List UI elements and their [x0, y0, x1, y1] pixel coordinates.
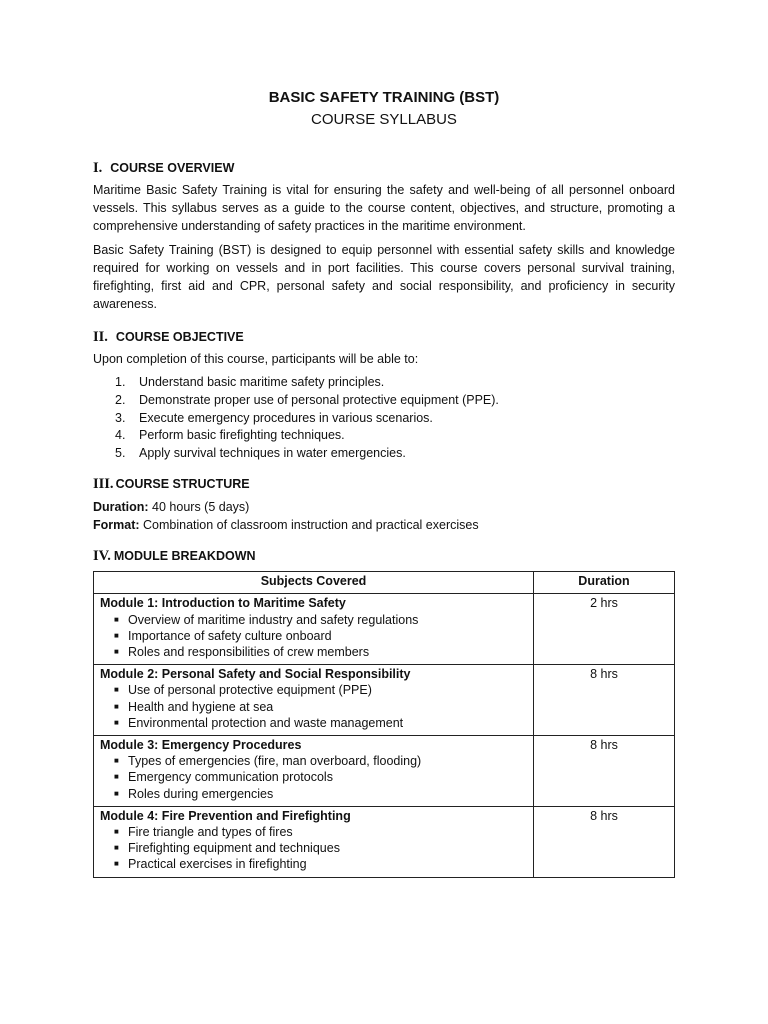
section-numeral: III.	[93, 476, 114, 493]
topic-text: Importance of safety culture onboard	[128, 628, 332, 643]
section-heading-objective	[93, 328, 675, 346]
duration-value: 40 hours (5 days)	[152, 500, 250, 515]
list-item-text: Demonstrate proper use of personal protective equipment (PPE).	[139, 392, 499, 407]
topic-text: Roles and responsibilities of crew members	[128, 644, 370, 659]
section-numeral: II.	[93, 328, 108, 345]
duration-cell: 8 hrs	[534, 735, 675, 806]
list-item	[115, 445, 675, 463]
table-row	[94, 735, 675, 806]
list-item	[115, 427, 675, 445]
list-item	[114, 715, 527, 731]
format-line	[93, 516, 675, 534]
list-item-number: 1.	[115, 375, 126, 390]
topic-text: Fire triangle and types of fires	[128, 824, 293, 839]
list-item-number: 2.	[115, 392, 126, 407]
duration-cell: 2 hrs	[534, 594, 675, 665]
list-item	[114, 644, 527, 660]
list-item	[115, 392, 675, 410]
square-bullet-icon: ■	[114, 859, 119, 869]
section-numeral: IV.	[93, 548, 111, 565]
section-heading-text: COURSE STRUCTURE	[115, 477, 250, 492]
list-item-number: 5.	[115, 445, 126, 460]
list-item	[114, 786, 527, 802]
column-header-subjects: Subjects Covered	[94, 572, 534, 594]
document-title: BASIC SAFETY TRAINING (BST)	[268, 89, 500, 106]
section-module-breakdown	[93, 547, 675, 877]
topic-text: Emergency communication protocols	[128, 770, 333, 785]
syllabus-page	[93, 88, 675, 878]
subjects-cell	[94, 735, 534, 806]
topic-list	[100, 753, 527, 802]
square-bullet-icon: ■	[114, 614, 119, 624]
list-item	[114, 699, 527, 715]
subjects-cell	[94, 665, 534, 736]
table-row	[94, 806, 675, 877]
format-label: Format:	[93, 518, 140, 533]
table-row	[94, 665, 675, 736]
topic-list	[100, 682, 527, 731]
list-item-number: 3.	[115, 410, 126, 425]
topic-text: Roles during emergencies	[128, 786, 274, 801]
table-row	[94, 594, 675, 665]
square-bullet-icon: ■	[114, 685, 119, 695]
duration-cell: 8 hrs	[534, 806, 675, 877]
module-title: Module 4: Fire Prevention and Firefighting	[100, 808, 351, 823]
list-item-text: Execute emergency procedures in various scenarios.	[139, 410, 433, 425]
section-course-overview	[93, 159, 675, 314]
table-header-row	[94, 572, 675, 594]
list-item	[114, 682, 527, 698]
square-bullet-icon: ■	[114, 756, 119, 766]
list-item-number: 4.	[115, 428, 126, 443]
topic-text: Overview of maritime industry and safety regulations	[128, 612, 419, 627]
duration-cell: 8 hrs	[534, 665, 675, 736]
subjects-cell	[94, 806, 534, 877]
list-item-text: Understand basic maritime safety principles.	[139, 375, 385, 390]
square-bullet-icon: ■	[114, 843, 119, 853]
module-title: Module 3: Emergency Procedures	[100, 737, 302, 752]
square-bullet-icon: ■	[114, 788, 119, 798]
square-bullet-icon: ■	[114, 630, 119, 640]
list-item-text: Apply survival techniques in water emergencies.	[139, 445, 406, 460]
duration-line	[93, 498, 675, 516]
square-bullet-icon: ■	[114, 772, 119, 782]
list-item	[114, 628, 527, 644]
section-course-structure	[93, 475, 675, 534]
topic-text: Use of personal protective equipment (PPE)	[128, 683, 372, 698]
section-heading-text: COURSE OBJECTIVE	[115, 329, 244, 344]
section-heading-structure	[93, 475, 675, 493]
column-header-duration: Duration	[534, 572, 675, 594]
section-heading-text: MODULE BREAKDOWN	[113, 549, 256, 564]
topic-text: Health and hygiene at sea	[128, 699, 274, 714]
square-bullet-icon: ■	[114, 646, 119, 656]
module-title: Module 2: Personal Safety and Social Responsibility	[100, 667, 411, 682]
section-numeral: I.	[93, 160, 103, 176]
overview-paragraph: Maritime Basic Safety Training is vital for ensuring the safety and well-being of all personnel onboard vessels. This syllabus serves as a guide to the course content, objectives, and structure, promoting a comprehensive understanding of safety practices in the maritime environment.	[93, 183, 675, 233]
topic-text: Firefighting equipment and techniques	[128, 841, 340, 856]
topic-list	[100, 824, 527, 873]
list-item	[114, 612, 527, 628]
module-table	[93, 571, 675, 877]
module-title: Module 1: Introduction to Maritime Safety	[100, 596, 346, 611]
square-bullet-icon: ■	[114, 717, 119, 727]
topic-text: Practical exercises in firefighting	[128, 857, 307, 872]
document-subtitle: COURSE SYLLABUS	[311, 111, 457, 128]
list-item	[114, 856, 527, 872]
list-item-text: Perform basic firefighting techniques.	[139, 428, 345, 443]
list-item	[114, 769, 527, 785]
list-item	[114, 824, 527, 840]
list-item	[115, 374, 675, 392]
list-item	[114, 753, 527, 769]
section-heading-text: COURSE OVERVIEW	[110, 161, 235, 175]
topic-list	[100, 612, 527, 661]
square-bullet-icon: ■	[114, 701, 119, 711]
list-item	[114, 840, 527, 856]
objective-intro: Upon completion of this course, participants will be able to:	[93, 351, 419, 366]
overview-paragraph: Basic Safety Training (BST) is designed to equip personnel with essential safety skills and knowledge required for working on vessels and in port facilities. This course covers personal survival training, firefighting, first aid and CPR, personal safety and social responsibility, and proficiency in security awareness.	[93, 243, 675, 311]
objective-list	[93, 374, 675, 462]
subjects-cell	[94, 594, 534, 665]
list-item	[115, 410, 675, 428]
square-bullet-icon: ■	[114, 826, 119, 836]
topic-text: Environmental protection and waste management	[128, 715, 404, 730]
format-value: Combination of classroom instruction and practical exercises	[143, 518, 479, 533]
section-course-objective	[93, 328, 675, 463]
duration-label: Duration:	[93, 500, 149, 515]
section-heading-breakdown	[93, 547, 675, 565]
topic-text: Types of emergencies (fire, man overboard, flooding)	[128, 754, 422, 769]
section-heading-overview	[93, 159, 675, 177]
